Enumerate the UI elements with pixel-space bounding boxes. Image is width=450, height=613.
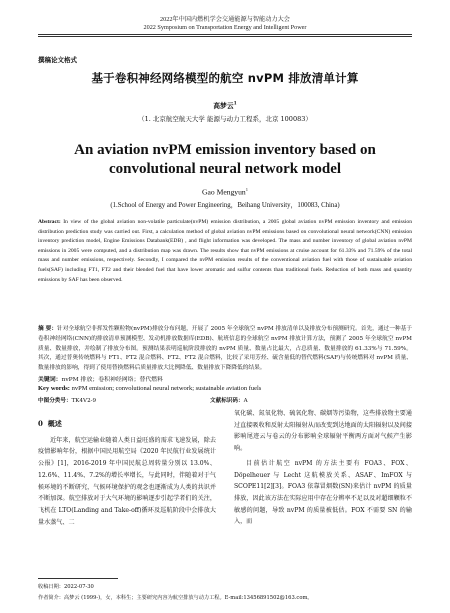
affiliation-cn: （1. 北京航空航天大学 能源与动力工程系，北京 100083） [138,115,312,123]
keywords-en-text: nvPM emission; convolutional neural network; sustainable aviation fuels [71,385,262,392]
footnote-rule [38,578,118,579]
paper-title-cn: 基于卷积神经网络模型的航空 nvPM 排放清单计算 [91,71,359,85]
section-number: 0 [38,419,43,428]
abstract-cn-text: 针对全球航空非挥发性颗粒物(nvPM)排放分布问题，开展了 2005 年全球航空 nvPM 排放清单以及排放分布预测研究。首先，通过一种基于卷积神经网络(CNN)的排放清单预测模型、发动机排放数据库(EDB)、航班信息的全球航空 nvPM 排放计算方法，预测了 2005 年全球航空 nvPM 质量、数量排放，并绘制了排放分布图。预测结果表明巡航阶段排放的 nvPM 质量、数量占比最大，占总质量、数量排放的 61.33%与 71.59%。其次，通过普奥传统燃料与 FT1、FT2 混合燃料、FT2、FT2 混合燃料，比较了采用芳烃、硫含量低的替代燃料(SAF)与传统燃料对 nvPM 质量、数量排放的影响，得到了使用替换燃料后质量排放大比例降低、数量排放下降降低的结果。 [38,326,412,372]
doc-code-value: A [243,398,248,404]
section-heading [38,418,216,430]
author-cn [0,100,450,110]
author-en-sup: 1 [245,187,248,192]
author-info-text: 高梦云 (1999-)，女，本科生；主要研究内容为航空排放与动力工程。E-mail:13456891502@163.com。 [63,595,313,601]
author-info-label: 作者简介： [38,595,64,601]
doc-code-label: 文献标识码： [210,398,244,404]
abstract-cn [38,325,412,374]
author-cn-name: 高梦云 [213,102,234,110]
header-rule [38,34,412,35]
body-column-left [38,408,216,528]
clc-number [38,396,96,404]
document-code [210,396,248,404]
section-title: 概述 [47,419,62,428]
clc-label: 中图分类号： [38,398,72,404]
keywords-en [38,385,412,392]
body-column-right [234,408,412,528]
paper-category: 撰稿论文格式 [38,56,77,64]
keywords-en-label: Key words: [38,385,70,392]
clc-value: TK4V2-9 [71,398,97,404]
keywords-cn-text: nvPM 排放；卷积神经网络；替代燃料 [61,377,164,383]
keywords-cn [38,374,412,383]
conference-header-en: 2022 Symposium on Transportation Energy and Intelligent Power [143,24,307,31]
footnote-author-info [38,594,313,601]
author-en [0,187,450,197]
abstract-en-text: In view of the global aviation non-volatile particulate(nvPM) emission distribution, a 2005 global aviation nvPM emission inventory and emission distribution prediction study was carried out. First, a calculation method of global aviation nvPM emissions based on convolutional neural network(CNN) emission inventory prediction model, Engine Emissions Databank(EDB) , and flight information was developed. The mass and number inventory of global aviation nvPM emissions in 2005 were computed, and a distribution map was drawn. The results show that nvPM emissions at cruise account for 61.33% and 71.59% of the total mass and number emissions, respectively. Secondly, I compared the nvPM emission results of the conventional aviation fuel with those of sustainable aviation fuels(SAF) including FT1, FT2 and their blended fuel that have lower aromatic and sulfur contents than traditional fuels. Reduction of both mass and quantity emissions by SAF has been observed. [38,219,412,283]
keywords-cn-label: 关键词： [38,376,62,383]
body-paragraph: 氧化碳、氮氧化物、硫氧化物、碳烟等污染物，这些排放物主要通过直接吸收和反射太阳辐射从而改变到达地面的太阳辐射以及间接影响尾迹云与卷云的分布影响全球辐射平衡两方面对气候产生影响。 [234,410,412,453]
body-paragraph: 目前估计航空 nvPM 的方法主要有 FOA3、FOX、Döpelheuer 与 Lecht 这航模放关系、ASAF、ImFOX 与 SCOPE11[2][3]。FOA3 依靠冒烟数(SN)来估计 nvPM 的质量排放，因此该方法在实际应用中存在分辨率不足以及对超细颗粒不敏感的问题，导致 nvPM 的质量被低估。FOX 不需要 SN 的输入，而 [234,459,412,526]
header-rule-secondary [38,36,412,37]
abstract-en [38,218,412,285]
body-paragraph: 近年来，航空运输业随着人类日益旺盛的需求飞速发展，除去疫情影响年份，根据中国民用航空局《2020 年民航行业发展统计公报》[1]，2016-2019 年中国民航总周转量分别以 13.0%、12.6%、11.4%、7.2%的增长率增长，与此同时，伴随着对于气候环境的不断研究，气候环境保护的观念也逐渐成为人类的共识并不断加深。航空排放对于大气环境的影响逐步引起学者们的关注，飞机在 LTO(Landing and Take-off)循环及巡航阶段中会排放大量水蒸气、二 [38,436,216,526]
author-en-name: Gao Mengyun [202,187,246,197]
conference-header-cn: 2022年中国内燃机学会交通能源与智能动力大会 [160,16,290,23]
footnote-received [38,583,94,590]
abstract-en-label: Abstract: [38,219,61,225]
author-cn-sup: 1 [233,101,237,107]
received-date: 2022-07-30 [63,584,94,590]
abstract-cn-label: 摘 要： [38,326,58,332]
paper-title-en: An aviation nvPM emission inventory based on convolutional neural network model [74,142,376,177]
affiliation-en: (1.School of Energy and Power Engineering，Beihang University，100083, China) [110,202,340,209]
received-label: 收稿日期： [38,584,64,590]
